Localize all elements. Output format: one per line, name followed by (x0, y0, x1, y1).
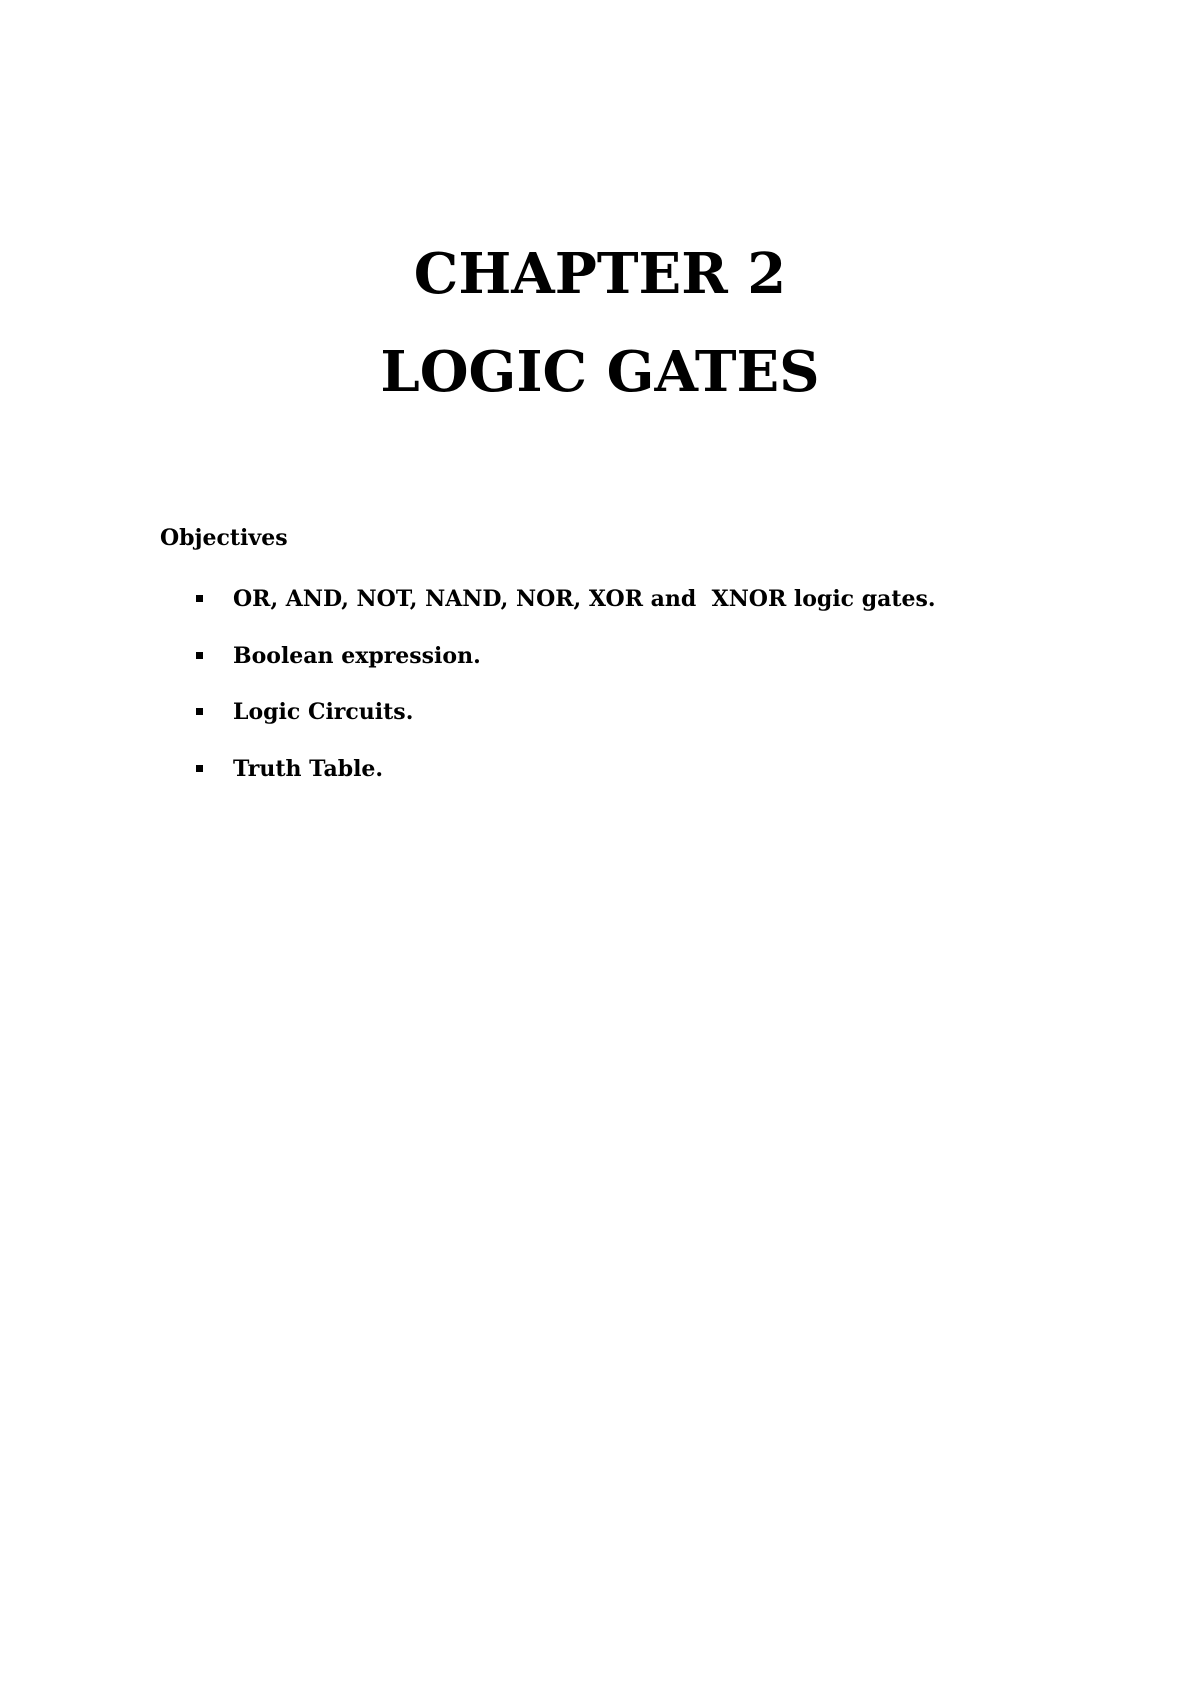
list-item (196, 584, 936, 641)
objective-text: Truth Table. (233, 755, 384, 782)
objective-text: Logic Circuits. (233, 699, 414, 725)
chapter-number: CHAPTER 2 (413, 241, 787, 307)
objectives-list (196, 584, 936, 810)
chapter-title: LOGIC GATES (380, 339, 820, 405)
objectives-heading: Objectives (160, 525, 288, 551)
list-item (196, 754, 936, 811)
list-item (196, 641, 936, 698)
list-item (196, 697, 936, 754)
square-bullet-icon (196, 708, 203, 715)
square-bullet-icon (196, 595, 203, 602)
square-bullet-icon (196, 765, 203, 772)
objective-text: Boolean expression. (233, 642, 481, 669)
square-bullet-icon (196, 652, 203, 659)
objective-text: OR, AND, NOT, NAND, NOR, XOR and XNOR logic gates. (233, 586, 936, 612)
